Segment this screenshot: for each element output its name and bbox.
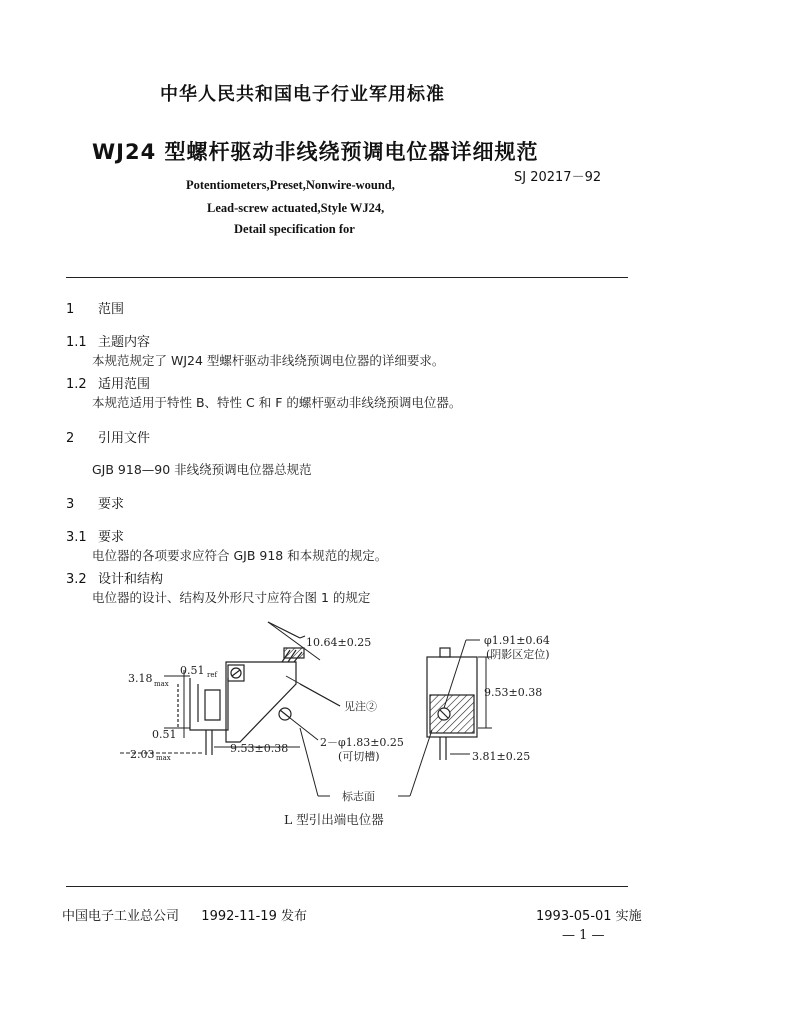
section-1-heading [66, 298, 124, 317]
document-title: WJ24 型螺杆驱动非线绕预调电位器详细规范 [92, 140, 539, 164]
section-3-2-text: 电位器的设计、结构及外形尺寸应符合图 1 的规定 [92, 590, 371, 605]
section-number: 3.1 [66, 530, 87, 545]
right-component-hatched-zone [430, 695, 474, 733]
dim-label: (阴影区定位) [486, 648, 550, 661]
section-number: 1.2 [66, 377, 87, 392]
figure-caption: L 型引出端电位器 [284, 812, 384, 827]
section-2-heading [66, 427, 150, 446]
english-title-line-1: Potentiometers,Preset,Nonwire-wound, [186, 178, 395, 192]
side-view-sketch [190, 678, 228, 730]
section-1-2-heading [66, 373, 150, 392]
section-title: 引用文件 [98, 431, 151, 446]
dim-label: 9.53±0.38 [484, 686, 543, 699]
publisher-name: 中国电子工业总公司 [62, 909, 180, 924]
section-3-heading [66, 493, 124, 512]
section-number: 1.1 [66, 335, 87, 350]
section-3-1-text: 电位器的各项要求应符合 GJB 918 和本规范的规定。 [92, 548, 388, 563]
dim-label: 9.53±0.38 [230, 742, 289, 755]
section-3-1-heading [66, 526, 124, 545]
dim-label: φ1.91±0.64 [484, 634, 550, 647]
section-1-1-heading [66, 331, 150, 350]
section-title: 适用范围 [98, 377, 151, 392]
section-number: 3 [66, 497, 75, 512]
marking-surface-label: 标志面 [342, 790, 375, 803]
dim-label: max [156, 754, 171, 762]
section-title: 设计和结构 [98, 572, 164, 587]
section-2-text: GJB 918—90 非线绕预调电位器总规范 [92, 462, 312, 477]
marking-leader-right [410, 730, 432, 796]
footer-rule [66, 886, 628, 887]
dim-label: 3.18 [128, 672, 153, 685]
section-title: 要求 [98, 530, 125, 545]
section-title: 范围 [98, 302, 125, 317]
dim-label: max [154, 680, 169, 688]
english-title-line-2: Lead-screw actuated,Style WJ24, [207, 201, 385, 215]
dim-label: 2－φ1.83±0.25 [320, 736, 404, 749]
left-component-body [226, 662, 296, 742]
footer-publisher [62, 905, 307, 924]
dim-label: 0.51 [180, 664, 205, 677]
section-1-2-text: 本规范适用于特性 B、特性 C 和 F 的螺杆驱动非线绕预调电位器。 [92, 395, 462, 410]
section-1-1-text: 本规范规定了 WJ24 型螺杆驱动非线绕预调电位器的详细要求。 [92, 353, 445, 368]
page-number: — 1 — [562, 928, 605, 943]
english-title-line-3: Detail specification for [234, 222, 355, 236]
header-rule [66, 277, 628, 278]
implementation-date: 1993-05-01 实施 [536, 909, 642, 924]
dim-label: ref [207, 671, 218, 679]
note-label: 见注② [344, 700, 377, 713]
issue-date: 1992-11-19 发布 [201, 909, 307, 924]
figure-1-drawing [0, 610, 812, 850]
dim-label: 2.03 [130, 748, 155, 761]
standard-code: SJ 20217－92 [514, 170, 602, 185]
dim-label: 3.81±0.25 [472, 750, 531, 763]
dim-label: 0.51 [152, 728, 177, 741]
section-title: 要求 [98, 497, 125, 512]
section-number: 3.2 [66, 572, 87, 587]
header-organization: 中华人民共和国电子行业军用标准 [160, 84, 445, 105]
section-title: 主题内容 [98, 335, 151, 350]
section-number: 1 [66, 302, 75, 317]
section-number: 2 [66, 431, 75, 446]
section-3-2-heading [66, 568, 163, 587]
dim-label: 10.64±0.25 [306, 636, 372, 649]
dim-label: (可切槽) [338, 750, 380, 763]
